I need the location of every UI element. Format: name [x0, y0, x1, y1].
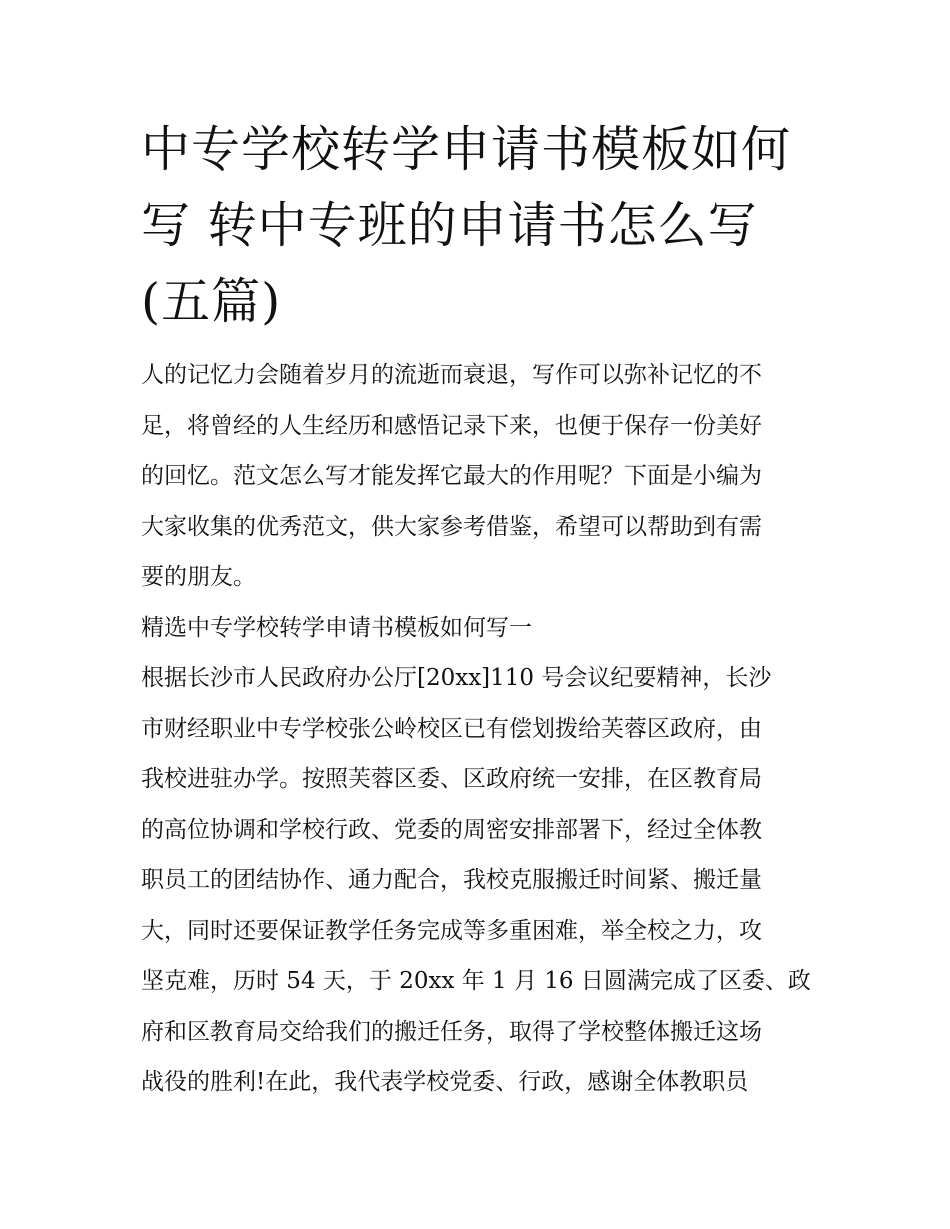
body-line: 根据长沙市人民政府办公厅[20xx]110 号会议纪要精神，长沙 [141, 665, 772, 691]
intro-line: 要的朋友。 [141, 564, 256, 590]
document-page [141, 112, 813, 1108]
intro-paragraph [141, 350, 813, 603]
body-line: 大，同时还要保证教学任务完成等多重困难，举全校之力，攻 [141, 917, 762, 944]
intro-line: 人的记忆力会随着岁月的流逝而衰退，写作可以弥补记忆的不 [141, 362, 762, 388]
body-line: 职员工的团结协作、通力配合，我校克服搬迁时间紧、搬迁量 [141, 867, 762, 893]
intro-line: 足，将曾经的人生经历和感悟记录下来，也便于保存一份美好 [141, 412, 762, 439]
document-title [141, 112, 813, 340]
body-line: 府和区教育局交给我们的搬迁任务，取得了学校整体搬迁这场 [141, 1018, 762, 1045]
body-line: 坚克难，历时 54 天，于 20xx 年 1 月 16 日圆满完成了区委、政 [141, 968, 811, 994]
body-paragraph [141, 653, 813, 1108]
section-heading: 精选中专学校转学申请书模板如何写一 [141, 614, 532, 641]
body-line: 的高位协调和学校行政、党委的周密安排部署下，经过全体教 [141, 816, 762, 843]
title-line: (五篇) [141, 273, 282, 330]
body-line: 战役的胜利!在此，我代表学校党委、行政，感谢全体教职员 [141, 1069, 749, 1095]
title-line: 中专学校转学申请书模板如何 [141, 121, 792, 178]
title-line: 写 转中专班的申请书怎么写 [141, 197, 758, 254]
body-line: 我校进驻办学。按照芙蓉区委、区政府统一安排，在区教育局 [141, 766, 762, 792]
body-line: 市财经职业中专学校张公岭校区已有偿划拨给芙蓉区政府，由 [141, 715, 762, 742]
intro-line: 大家收集的优秀范文，供大家参考借鉴，希望可以帮助到有需 [141, 513, 762, 540]
intro-line: 的回忆。范文怎么写才能发挥它最大的作用呢？下面是小编为 [141, 463, 762, 489]
